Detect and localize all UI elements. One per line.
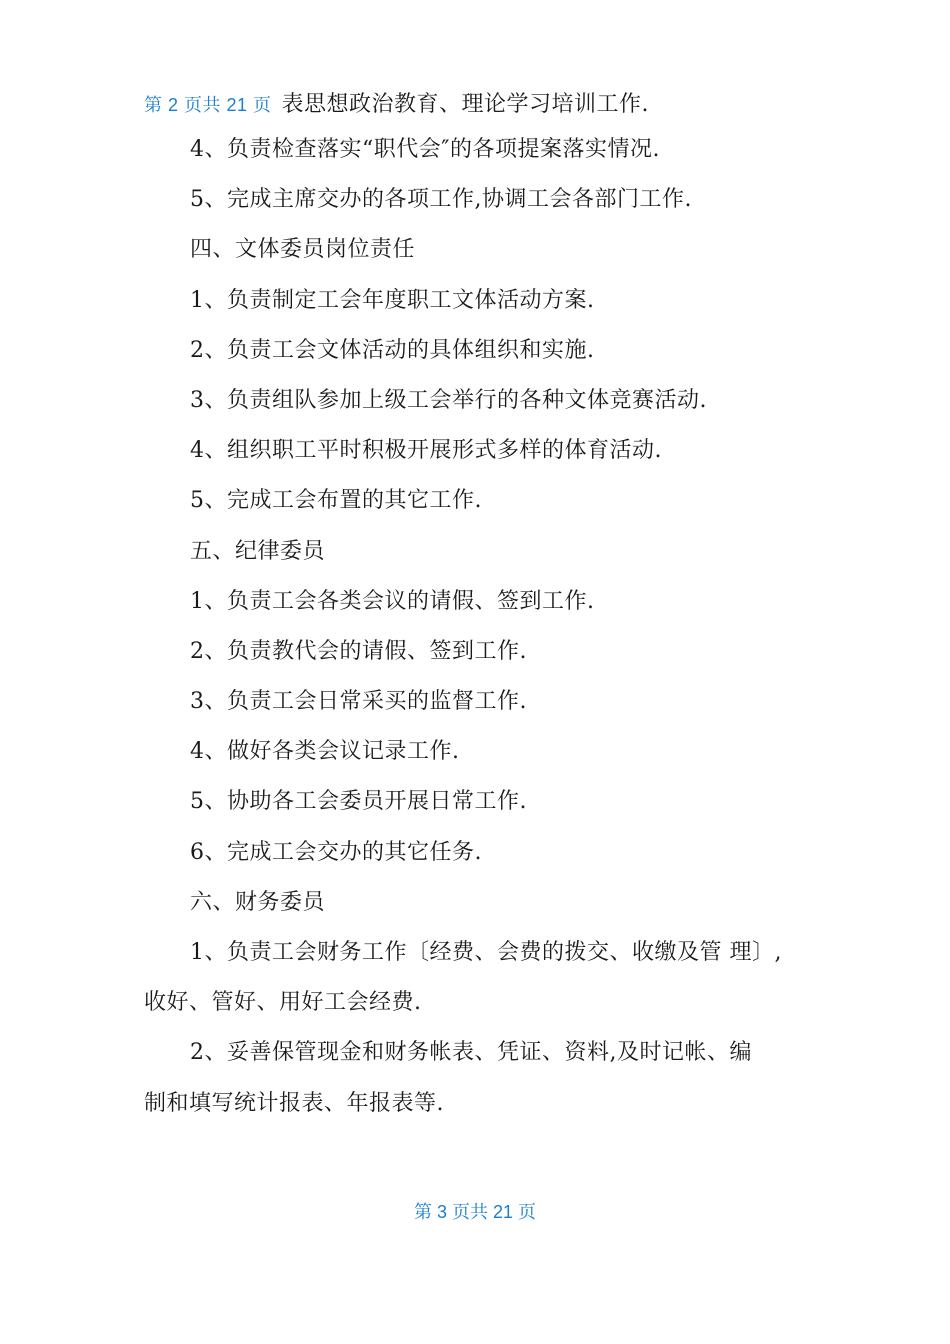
paragraph-line: 5、完成主席交办的各项工作,协调工会各部门工作. — [190, 187, 692, 212]
paragraph-line: 5、完成工会布置的其它工作. — [190, 488, 482, 513]
section-heading: 五、纪律委员 — [190, 539, 326, 564]
previous-page-marker: 第 2 页共 21 页 — [144, 95, 272, 115]
paragraph-line: 1、负责工会各类会议的请假、签到工作. — [190, 589, 595, 614]
paragraph-line: 4、组织职工平时积极开展形式多样的体育活动. — [190, 438, 662, 463]
section-heading: 六、财务委员 — [190, 890, 326, 915]
paragraph-line: 6、完成工会交办的其它任务. — [190, 840, 482, 865]
section-heading: 四、文体委员岗位责任 — [190, 237, 416, 262]
continued-line — [144, 90, 649, 120]
paragraph-line: 5、协助各工会委员开展日常工作. — [190, 789, 527, 814]
paragraph-line: 1、负责制定工会年度职工文体活动方案. — [190, 288, 595, 313]
page-number-footer: 第 3 页共 21 页 — [413, 1202, 537, 1222]
paragraph-line: 3、负责组队参加上级工会举行的各种文体竞赛活动. — [190, 388, 707, 413]
paragraph-line: 收好、管好、用好工会经费. — [144, 990, 422, 1015]
continued-text: 表思想政治教育、理论学习培训工作. — [281, 92, 650, 117]
paragraph-line: 1、负责工会财务工作〔经费、会费的拨交、收缴及管 理〕, — [190, 940, 782, 965]
paragraph-line: 2、负责教代会的请假、签到工作. — [190, 639, 527, 664]
paragraph-line: 4、负责检查落实“职代会″的各项提案落实情况. — [190, 137, 660, 162]
paragraph-line: 2、负责工会文体活动的具体组织和实施. — [190, 338, 595, 363]
paragraph-line: 2、妥善保管现金和财务帐表、凭证、资料,及时记帐、编 — [190, 1040, 752, 1065]
paragraph-line: 制和填写统计报表、年报表等. — [144, 1091, 444, 1116]
paragraph-line: 3、负责工会日常采买的监督工作. — [190, 689, 527, 714]
paragraph-line: 4、做好各类会议记录工作. — [190, 739, 460, 764]
